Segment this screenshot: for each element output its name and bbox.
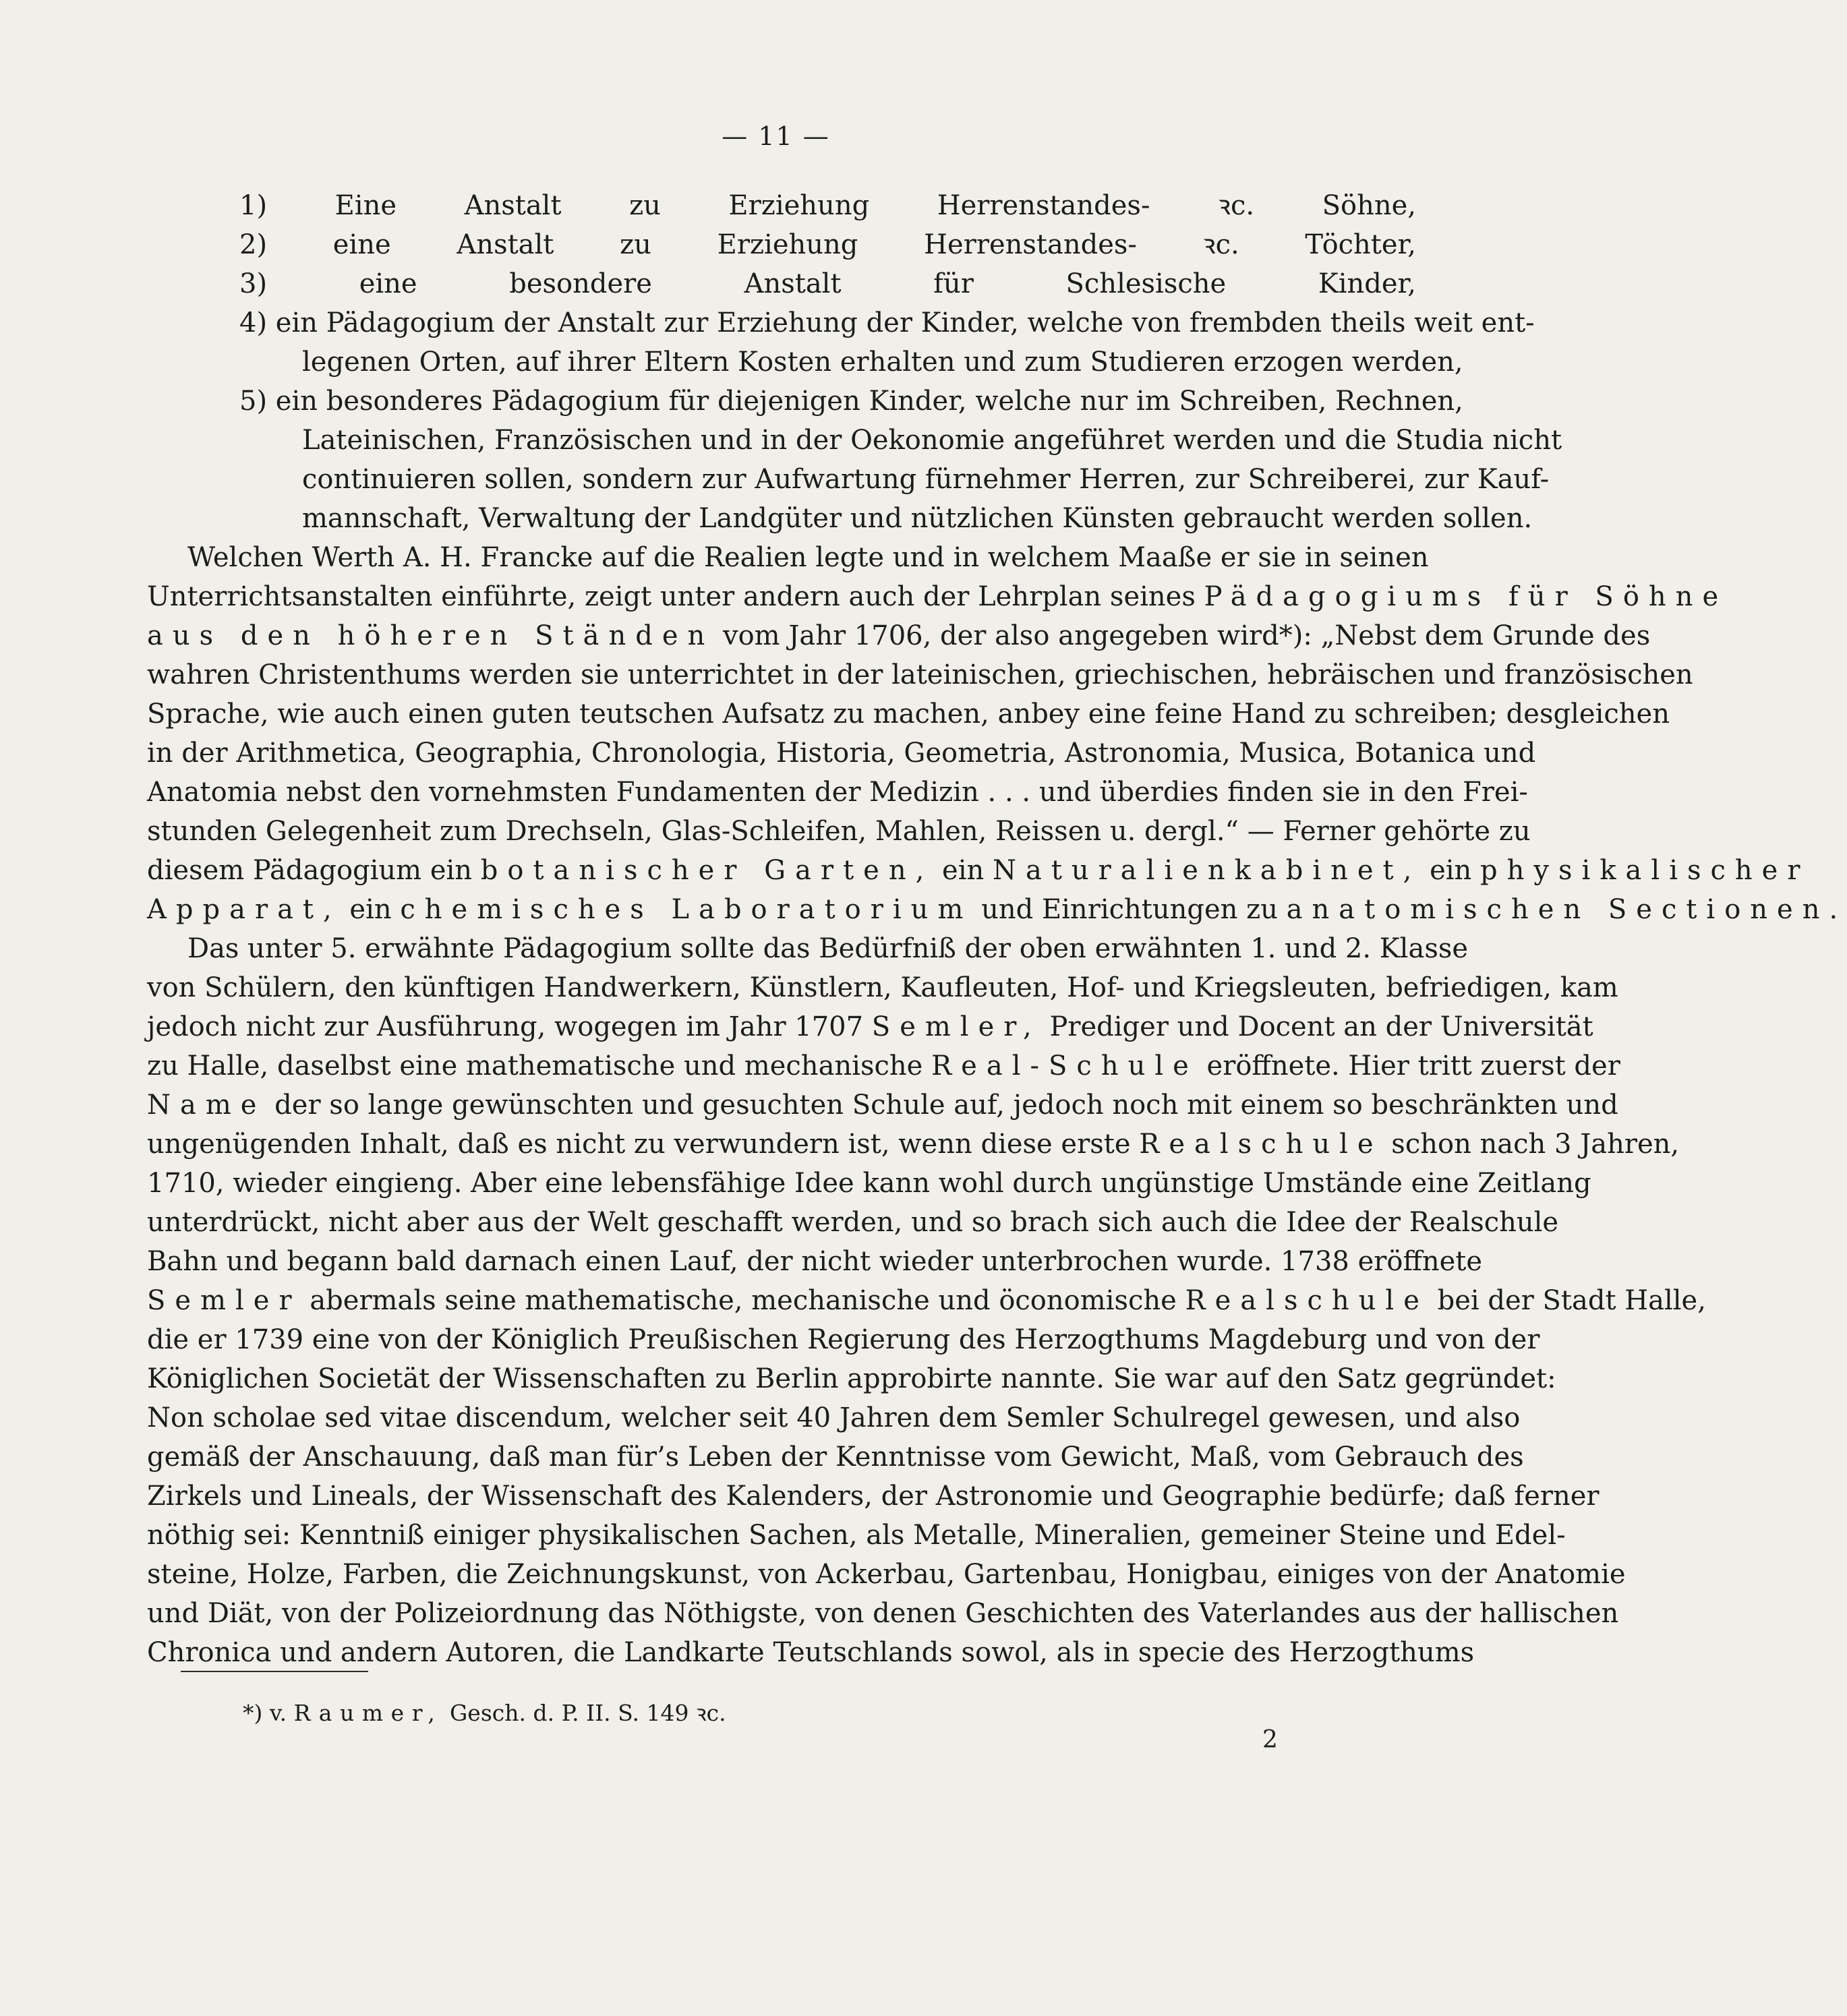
paragraph-line: Chronica und andern Autoren, die Landkarte Teutschlands sowol, als in specie des Herzogthums <box>147 1637 1475 1668</box>
paragraph-line: stunden Gelegenheit zum Drechseln, Glas-Schleifen, Mahlen, Reissen u. dergl.“ — Ferner gehörte zu <box>147 816 1531 847</box>
list-item-continuation: continuieren sollen, sondern zur Aufwartung fürnehmer Herren, zur Schreiberei, zur Kauf- <box>302 464 1550 495</box>
list-item: 2) eine Anstalt zu Erziehung Herrenstandes- ꝛc. Töchter, <box>239 229 1416 260</box>
paragraph-line: jedoch nicht zur Ausführung, wogegen im Jahr 1707 Semler, Prediger und Docent an der Universität <box>147 1011 1593 1042</box>
page-number: — 11 — <box>722 121 830 151</box>
list-item: 1) Eine Anstalt zu Erziehung Herrenstandes- ꝛc. Söhne, <box>239 190 1417 221</box>
paragraph-line: von Schülern, den künftigen Handwerkern, Künstlern, Kaufleuten, Hof- und Kriegsleuten, befriedigen, kam <box>147 972 1618 1003</box>
list-item: 5) ein besonderes Pädagogium für diejenigen Kinder, welche nur im Schreiben, Rechnen, <box>239 386 1463 417</box>
paragraph-line: Bahn und begann bald darnach einen Lauf, der nicht wieder unterbrochen wurde. 1738 eröffnete <box>147 1246 1483 1277</box>
paragraph-line: Sprache, wie auch einen guten teutschen Aufsatz zu machen, anbey eine feine Hand zu schreiben; desgleichen <box>147 699 1670 730</box>
paragraph-line: Unterrichtsanstalten einführte, zeigt unter andern auch der Lehrplan seines Pädagogiums für Söhne <box>147 581 1728 612</box>
paragraph-line: aus den höheren Ständen vom Jahr 1706, der also angegeben wird*): „Nebst dem Grunde des <box>147 620 1651 651</box>
footnote-divider <box>181 1671 368 1672</box>
paragraph-line: nöthig sei: Kenntniß einiger physikalischen Sachen, als Metalle, Mineralien, gemeiner Steine und Edel- <box>147 1520 1566 1551</box>
paragraph-line: unterdrückt, nicht aber aus der Welt geschafft werden, und so brach sich auch die Idee der Realschule <box>147 1207 1559 1238</box>
paragraph-line: zu Halle, daselbst eine mathematische und mechanische Real-Schule eröffnete. Hier tritt zuerst der <box>147 1050 1620 1081</box>
paragraph-line: Semler abermals seine mathematische, mechanische und öconomische Realschule bei der Stadt Halle, <box>147 1285 1706 1316</box>
paragraph-line: diesem Pädagogium ein botanischer Garten, ein Naturalienkabinet, ein physikalischer <box>147 855 1810 886</box>
paragraph-line: steine, Holze, Farben, die Zeichnungskunst, von Ackerbau, Gartenbau, Honigbau, einiges von der Anatomie <box>147 1559 1626 1590</box>
signature-mark: 2 <box>1262 1726 1278 1754</box>
paragraph-line: Apparat, ein chemisches Laboratorium und Einrichtungen zu anatomischen Sectionen. <box>147 894 1847 925</box>
footnote-marker: *) <box>243 1700 263 1726</box>
paragraph-line: Welchen Werth A. H. Francke auf die Realien legte und in welchem Maaße er sie in seinen <box>187 542 1429 573</box>
footnote: *) v. Raumer, Gesch. d. P. II. S. 149 ꝛc. <box>243 1700 726 1726</box>
list-item-continuation: Lateinischen, Französischen und in der Oekonomie angeführet werden und die Studia nicht <box>302 425 1562 456</box>
paragraph-line: Zirkels und Lineals, der Wissenschaft des Kalenders, der Astronomie und Geographie bedürfe; daß ferner <box>147 1481 1600 1512</box>
list-item-continuation: legenen Orten, auf ihrer Eltern Kosten erhalten und zum Studieren erzogen werden, <box>302 347 1463 378</box>
paragraph-line: und Diät, von der Polizeiordnung das Nöthigste, von denen Geschichten des Vaterlandes aus der hallischen <box>147 1598 1619 1629</box>
paragraph-line: Königlichen Societät der Wissenschaften zu Berlin approbirte nannte. Sie war auf den Satz gegründet: <box>147 1363 1556 1394</box>
list-item: 4) ein Pädagogium der Anstalt zur Erziehung der Kinder, welche von frembden theils weit ent- <box>239 307 1535 338</box>
paragraph-line: gemäß der Anschauung, daß man für’s Leben der Kenntnisse vom Gewicht, Maß, vom Gebrauch des <box>147 1442 1524 1473</box>
list-item-continuation: mannschaft, Verwaltung der Landgüter und nützlichen Künsten gebraucht werden sollen. <box>302 503 1533 534</box>
list-item: 3) eine besondere Anstalt für Schlesische Kinder, <box>239 268 1417 299</box>
footnote-author: Raumer, <box>293 1700 443 1726</box>
paragraph-line: wahren Christenthums werden sie unterrichtet in der lateinischen, griechischen, hebräischen und französischen <box>147 659 1693 690</box>
paragraph-line: Non scholae sed vitae discendum, welcher seit 40 Jahren dem Semler Schulregel gewesen, und also <box>147 1402 1521 1433</box>
paragraph-line: Anatomia nebst den vornehmsten Fundamenten der Medizin . . . und überdies finden sie in den Frei- <box>147 777 1528 808</box>
paragraph-line: Das unter 5. erwähnte Pädagogium sollte das Bedürfniß der oben erwähnten 1. und 2. Klasse <box>187 933 1469 964</box>
paragraph-line: in der Arithmetica, Geographia, Chronologia, Historia, Geometria, Astronomia, Musica, Botanica und <box>147 738 1536 769</box>
paragraph-line: 1710, wieder eingieng. Aber eine lebensfähige Idee kann wohl durch ungünstige Umstände eine Zeitlang <box>147 1168 1591 1199</box>
paragraph-line: die er 1739 eine von der Königlich Preußischen Regierung des Herzogthums Magdeburg und von der <box>147 1324 1540 1355</box>
paragraph-line: ungenügenden Inhalt, daß es nicht zu verwundern ist, wenn diese erste Realschule schon nach 3 Jahren, <box>147 1129 1680 1160</box>
paragraph-line: Name der so lange gewünschten und gesuchten Schule auf, jedoch noch mit einem so beschränkten und <box>147 1090 1618 1121</box>
